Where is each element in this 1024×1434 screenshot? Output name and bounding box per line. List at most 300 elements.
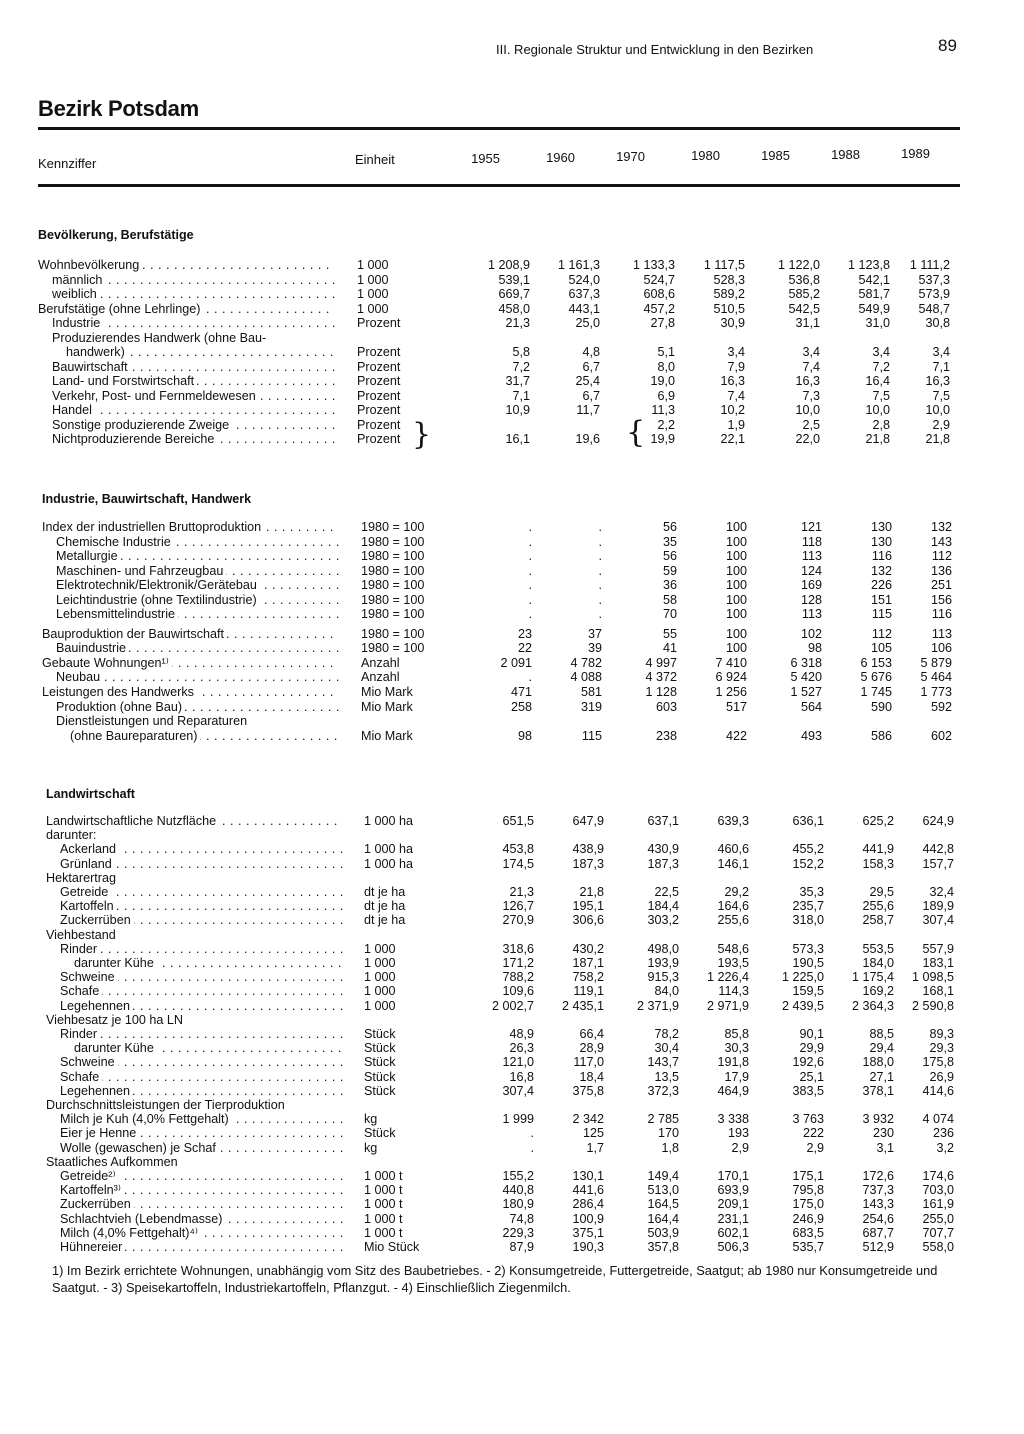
row-value: 375,1 (572, 1226, 604, 1240)
table-row (0, 857, 1024, 872)
row-label-text: Nichtproduzierende Bereiche (52, 432, 217, 446)
row-value: 441,9 (862, 842, 894, 856)
row-value: 2 435,1 (561, 999, 604, 1013)
row-label (52, 403, 335, 418)
row-label-text: Chemische Industrie (56, 535, 174, 549)
row-value: 1 999 (502, 1112, 534, 1126)
row-label (60, 984, 343, 999)
row-value: 87,9 (509, 1240, 534, 1254)
row-value: 1,8 (661, 1141, 679, 1155)
row-unit: 1 000 (364, 984, 396, 998)
row-value: 22,0 (795, 432, 820, 446)
row-label-text: Staatliches Aufkommen (46, 1155, 181, 1169)
table-row (0, 714, 1024, 729)
row-value: 254,6 (862, 1212, 894, 1226)
row-label-text: darunter Kühe (74, 956, 157, 970)
row-value: 238 (655, 729, 677, 743)
row-label (42, 656, 339, 671)
row-value: 130 (870, 535, 892, 549)
row-value: 35 (662, 535, 677, 549)
table-row (0, 1112, 1024, 1127)
row-value: 175,8 (922, 1055, 954, 1069)
row-value: 17,9 (724, 1070, 749, 1084)
row-label (60, 899, 343, 914)
row-value: 512,9 (862, 1240, 894, 1254)
row-value: 4 074 (922, 1112, 954, 1126)
row-label (66, 345, 335, 360)
row-label (56, 714, 339, 729)
table-row (0, 331, 1024, 346)
table-row (0, 1183, 1024, 1198)
row-value: 7,4 (802, 360, 820, 374)
row-value: 586 (870, 729, 892, 743)
row-value: 2 002,7 (491, 999, 534, 1013)
row-label (52, 418, 335, 433)
row-label (52, 331, 335, 346)
row-label (60, 913, 343, 928)
row-value: 639,3 (717, 814, 749, 828)
row-value: 37 (587, 627, 602, 641)
row-label (60, 1183, 343, 1198)
row-unit: Anzahl (361, 656, 400, 670)
row-value: 737,3 (862, 1183, 894, 1197)
row-value: . (528, 607, 532, 621)
row-label-text: Kartoffeln³⁾ (60, 1183, 124, 1197)
row-label-text: Zuckerrüben (60, 1197, 134, 1211)
table-row (0, 287, 1024, 302)
header-year: 1980 (691, 148, 720, 163)
row-value: 553,5 (862, 942, 894, 956)
table-row (0, 1070, 1024, 1085)
row-value: . (528, 549, 532, 563)
row-value: 231,1 (717, 1212, 749, 1226)
row-label (42, 685, 339, 700)
table-row (0, 885, 1024, 900)
row-unit: 1 000 (364, 999, 396, 1013)
row-value: 255,6 (862, 899, 894, 913)
row-value: 59 (662, 564, 677, 578)
row-value: 590 (870, 700, 892, 714)
row-label-text: Schweine (60, 1055, 118, 1069)
table-row (0, 1169, 1024, 1184)
row-label-text: Elektrotechnik/Elektronik/Gerätebau (56, 578, 260, 592)
row-label-text: Index der industriellen Bruttoproduktion (42, 520, 264, 534)
row-value: 11,7 (576, 403, 600, 417)
row-value: 100 (725, 593, 747, 607)
row-value: 4,8 (582, 345, 600, 359)
row-label-text: Dienstleistungen und Reparaturen (56, 714, 250, 728)
row-label-text: Ackerland (60, 842, 119, 856)
row-value: 246,9 (792, 1212, 824, 1226)
row-value: 164,6 (717, 899, 749, 913)
row-value: 175,0 (792, 1197, 824, 1211)
row-value: 183,1 (922, 956, 954, 970)
row-label (60, 970, 343, 985)
row-value: 602 (930, 729, 952, 743)
row-value: 119,1 (573, 984, 604, 998)
row-value: 2,9 (932, 418, 950, 432)
row-label-text: Wohnbevölkerung (38, 258, 142, 272)
row-value: . (530, 1126, 534, 1140)
row-value: 5,8 (512, 345, 530, 359)
row-value: 2 785 (647, 1112, 679, 1126)
row-value: 378,1 (862, 1084, 894, 1098)
row-value: 5 464 (920, 670, 952, 684)
row-value: 25,1 (799, 1070, 824, 1084)
row-value: 319 (580, 700, 602, 714)
row-label (38, 302, 335, 317)
row-label (56, 641, 339, 656)
row-value: 7,9 (727, 360, 745, 374)
table-row (0, 1212, 1024, 1227)
row-value: 16,8 (509, 1070, 534, 1084)
row-value: 112 (931, 549, 952, 563)
row-value: 589,2 (713, 287, 745, 301)
row-value: . (598, 593, 602, 607)
row-unit: Anzahl (361, 670, 400, 684)
row-value: 1 256 (715, 685, 747, 699)
row-value: 85,8 (724, 1027, 749, 1041)
row-value: 187,3 (647, 857, 679, 871)
row-value: 651,5 (502, 814, 534, 828)
row-value: 1 175,4 (851, 970, 894, 984)
row-value: 22,1 (720, 432, 745, 446)
row-value: 235,7 (792, 899, 824, 913)
row-label-text: Schlachtvieh (Lebendmasse) (60, 1212, 225, 1226)
table-row (0, 578, 1024, 593)
row-value: 143 (930, 535, 952, 549)
row-label (56, 564, 339, 579)
row-value: 464,9 (717, 1084, 749, 1098)
row-label-text: darunter Kühe (74, 1041, 157, 1055)
row-value: 8,0 (657, 360, 675, 374)
row-unit: Prozent (357, 360, 401, 374)
row-unit: Prozent (357, 345, 401, 359)
row-value: 539,1 (498, 273, 530, 287)
section-heading: Industrie, Bauwirtschaft, Handwerk (42, 492, 252, 506)
row-value: 6 318 (790, 656, 822, 670)
row-value: 10,2 (720, 403, 745, 417)
table-row (0, 1240, 1024, 1255)
row-value: 4 782 (570, 656, 602, 670)
row-label (70, 729, 339, 744)
brace-mark: } (412, 417, 432, 452)
row-value: 2 342 (572, 1112, 604, 1126)
row-value: 422 (725, 729, 747, 743)
row-label (60, 942, 343, 957)
row-label-text: Land- und Forstwirtschaft (52, 374, 197, 388)
row-unit: 1 000 ha (364, 814, 414, 828)
row-label-text: Viehbestand (46, 928, 119, 942)
row-label-text: Bauproduktion der Bauwirtschaft (42, 627, 227, 641)
row-value: 318,6 (502, 942, 534, 956)
row-label (56, 578, 339, 593)
row-value: 637,3 (568, 287, 600, 301)
row-value: 1 773 (920, 685, 952, 699)
row-label-text: Produzierendes Handwerk (ohne Bau- (52, 331, 269, 345)
row-label-text: Gebaute Wohnungen¹⁾ (42, 656, 172, 670)
row-value: 100 (725, 549, 747, 563)
row-label-text: darunter: (46, 828, 99, 842)
row-value: 455,2 (792, 842, 824, 856)
row-unit: Mio Mark (361, 700, 413, 714)
row-unit: 1 000 (357, 287, 389, 301)
row-label-text: Landwirtschaftliche Nutzfläche (46, 814, 219, 828)
row-value: 39 (587, 641, 602, 655)
row-value: 115 (581, 729, 602, 743)
row-value: 159,5 (792, 984, 824, 998)
row-label (56, 535, 339, 550)
row-value: 105 (870, 641, 892, 655)
row-value: 637,1 (647, 814, 679, 828)
row-label-text: Rinder (60, 1027, 100, 1041)
row-value: 100 (725, 520, 747, 534)
row-value: 16,1 (505, 432, 530, 446)
row-label (60, 1169, 343, 1184)
row-value: 4 088 (570, 670, 602, 684)
row-value: 1 226,4 (706, 970, 749, 984)
row-value: 121,0 (502, 1055, 534, 1069)
row-value: 10,0 (865, 403, 890, 417)
row-value: . (598, 549, 602, 563)
row-value: 171,2 (502, 956, 534, 970)
row-value: 229,3 (502, 1226, 534, 1240)
row-value: 26,3 (509, 1041, 534, 1055)
table-row (0, 564, 1024, 579)
row-value: 125 (582, 1126, 604, 1140)
row-value: . (528, 535, 532, 549)
row-value: 187,3 (572, 857, 604, 871)
row-value: 155,2 (502, 1169, 534, 1183)
row-value: 121 (800, 520, 822, 534)
row-unit: Mio Mark (361, 685, 413, 699)
row-value: 19,6 (575, 432, 600, 446)
row-value: 98 (517, 729, 532, 743)
row-unit: 1980 = 100 (361, 549, 425, 563)
row-value: 28,9 (579, 1041, 604, 1055)
row-value: 23 (517, 627, 532, 641)
row-label-text: männlich (52, 273, 105, 287)
row-value: 192,6 (792, 1055, 824, 1069)
row-label-text: Milch (4,0% Fettgehalt)⁴⁾ (60, 1226, 201, 1240)
row-value: 188,0 (862, 1055, 894, 1069)
row-value: 88,5 (869, 1027, 894, 1041)
row-value: 84,0 (654, 984, 679, 998)
row-value: 3,1 (876, 1141, 894, 1155)
row-unit: 1980 = 100 (361, 607, 425, 621)
row-value: 636,1 (792, 814, 824, 828)
header-year: 1988 (831, 147, 860, 162)
row-label (74, 1041, 343, 1056)
row-value: 3,4 (727, 345, 745, 359)
row-value: 548,7 (918, 302, 950, 316)
row-value: 143,3 (862, 1197, 894, 1211)
table-row (0, 729, 1024, 744)
row-value: 1,7 (586, 1141, 604, 1155)
row-value: 21,8 (865, 432, 890, 446)
row-label-text: Legehennen (60, 1084, 133, 1098)
row-label-text: Eier je Henne (60, 1126, 139, 1140)
row-value: 41 (662, 641, 677, 655)
table-row (0, 899, 1024, 914)
row-label-text: Metallurgie (56, 549, 121, 563)
row-value: 19,0 (650, 374, 675, 388)
row-unit: 1 000 t (364, 1183, 403, 1197)
table-row (0, 607, 1024, 622)
row-label (56, 700, 339, 715)
row-value: 5 676 (860, 670, 892, 684)
row-value: . (598, 607, 602, 621)
row-value: 180,9 (502, 1197, 534, 1211)
row-value: 102 (800, 627, 822, 641)
row-value: 70 (662, 607, 677, 621)
row-label (46, 928, 343, 943)
brace-mark: { (626, 415, 646, 450)
row-value: . (598, 564, 602, 578)
row-value: 113 (931, 627, 952, 641)
row-label-text: Kartoffeln (60, 899, 117, 913)
row-value: 128 (800, 593, 822, 607)
row-value: 10,9 (505, 403, 530, 417)
table-row (0, 432, 1024, 447)
table-row (0, 520, 1024, 535)
row-label-text: Legehennen (60, 999, 133, 1013)
row-value: 152,2 (792, 857, 824, 871)
row-label-text: Bauindustrie (56, 641, 129, 655)
row-unit: 1 000 t (364, 1197, 403, 1211)
row-value: 117,0 (573, 1055, 604, 1069)
row-label-text: Berufstätige (ohne Lehrlinge) (38, 302, 203, 316)
row-unit: 1 000 (364, 956, 396, 970)
row-value: 251 (930, 578, 952, 592)
row-label-text: Bauwirtschaft (52, 360, 131, 374)
row-value: 116 (871, 549, 892, 563)
row-value: 169,2 (862, 984, 894, 998)
row-value: 1 122,0 (777, 258, 820, 272)
row-unit: 1 000 t (364, 1212, 403, 1226)
row-value: 7,1 (512, 389, 530, 403)
row-value: 303,2 (647, 913, 679, 927)
row-value: 7,2 (872, 360, 890, 374)
row-value: 603 (655, 700, 677, 714)
row-value: 236 (932, 1126, 954, 1140)
row-value: 100 (725, 607, 747, 621)
row-value: 542,5 (788, 302, 820, 316)
row-label (46, 871, 343, 886)
table-row (0, 1027, 1024, 1042)
row-value: 89,3 (929, 1027, 954, 1041)
row-value: 542,1 (858, 273, 890, 287)
row-unit: 1 000 (357, 273, 389, 287)
row-value: 5 879 (920, 656, 952, 670)
table-row (0, 549, 1024, 564)
row-value: 164,5 (647, 1197, 679, 1211)
row-label (60, 1112, 343, 1127)
row-label (52, 374, 335, 389)
row-value: 2 439,5 (781, 999, 824, 1013)
row-value: 156 (930, 593, 952, 607)
row-value: 6,7 (582, 389, 600, 403)
row-value: 438,9 (572, 842, 604, 856)
row-value: 564 (800, 700, 822, 714)
row-label-text: Schweine (60, 970, 118, 984)
row-value: 32,4 (929, 885, 954, 899)
row-value: 625,2 (862, 814, 894, 828)
row-value: 255,6 (717, 913, 749, 927)
row-label-text: Hektarertrag (46, 871, 119, 885)
row-value: 29,2 (724, 885, 749, 899)
row-value: 116 (931, 607, 952, 621)
row-value: 669,7 (498, 287, 530, 301)
table-row (0, 374, 1024, 389)
row-value: . (598, 520, 602, 534)
row-value: 209,1 (717, 1197, 749, 1211)
row-label-text: Industrie (52, 316, 103, 330)
table-row (0, 641, 1024, 656)
header-year: 1989 (901, 146, 930, 161)
table-row (0, 1155, 1024, 1170)
row-value: 184,0 (862, 956, 894, 970)
row-value: 3,2 (936, 1141, 954, 1155)
row-value: 915,3 (647, 970, 679, 984)
row-value: 503,9 (647, 1226, 679, 1240)
row-unit: Stück (364, 1084, 396, 1098)
row-unit: 1 000 t (364, 1169, 403, 1183)
row-value: 98 (807, 641, 822, 655)
table-row (0, 828, 1024, 843)
row-label-text: Lebensmittelindustrie (56, 607, 178, 621)
row-value: 27,1 (869, 1070, 894, 1084)
row-label-text: Rinder (60, 942, 100, 956)
row-value: 132 (930, 520, 952, 534)
row-value: 193,9 (647, 956, 679, 970)
row-value: 460,6 (717, 842, 749, 856)
row-unit: dt je ha (364, 899, 406, 913)
row-label (52, 287, 335, 302)
row-label (60, 1084, 343, 1099)
row-value: 48,9 (509, 1027, 534, 1041)
row-label (60, 1027, 343, 1042)
row-value: 184,4 (647, 899, 679, 913)
row-label (56, 549, 339, 564)
row-value: 16,3 (925, 374, 950, 388)
table-row (0, 670, 1024, 685)
row-value: 195,1 (572, 899, 604, 913)
table-row (0, 999, 1024, 1014)
row-value: 193,5 (717, 956, 749, 970)
header-year: 1970 (616, 149, 645, 164)
row-label (46, 814, 343, 829)
row-label-text: Zuckerrüben (60, 913, 134, 927)
table-row (0, 389, 1024, 404)
row-value: 383,5 (792, 1084, 824, 1098)
row-value: 113 (801, 549, 822, 563)
row-value: 5 420 (790, 670, 822, 684)
row-value: 286,4 (572, 1197, 604, 1211)
row-value: 693,9 (717, 1183, 749, 1197)
table-row (0, 842, 1024, 857)
table-row (0, 345, 1024, 360)
row-value: 90,1 (799, 1027, 824, 1041)
row-value: 115 (871, 607, 892, 621)
row-value: 130 (870, 520, 892, 534)
row-value: 573,3 (792, 942, 824, 956)
row-value: 106 (930, 641, 952, 655)
row-value: 258,7 (862, 913, 894, 927)
row-value: 151 (870, 593, 892, 607)
row-value: 29,4 (869, 1041, 894, 1055)
row-value: 6,7 (582, 360, 600, 374)
